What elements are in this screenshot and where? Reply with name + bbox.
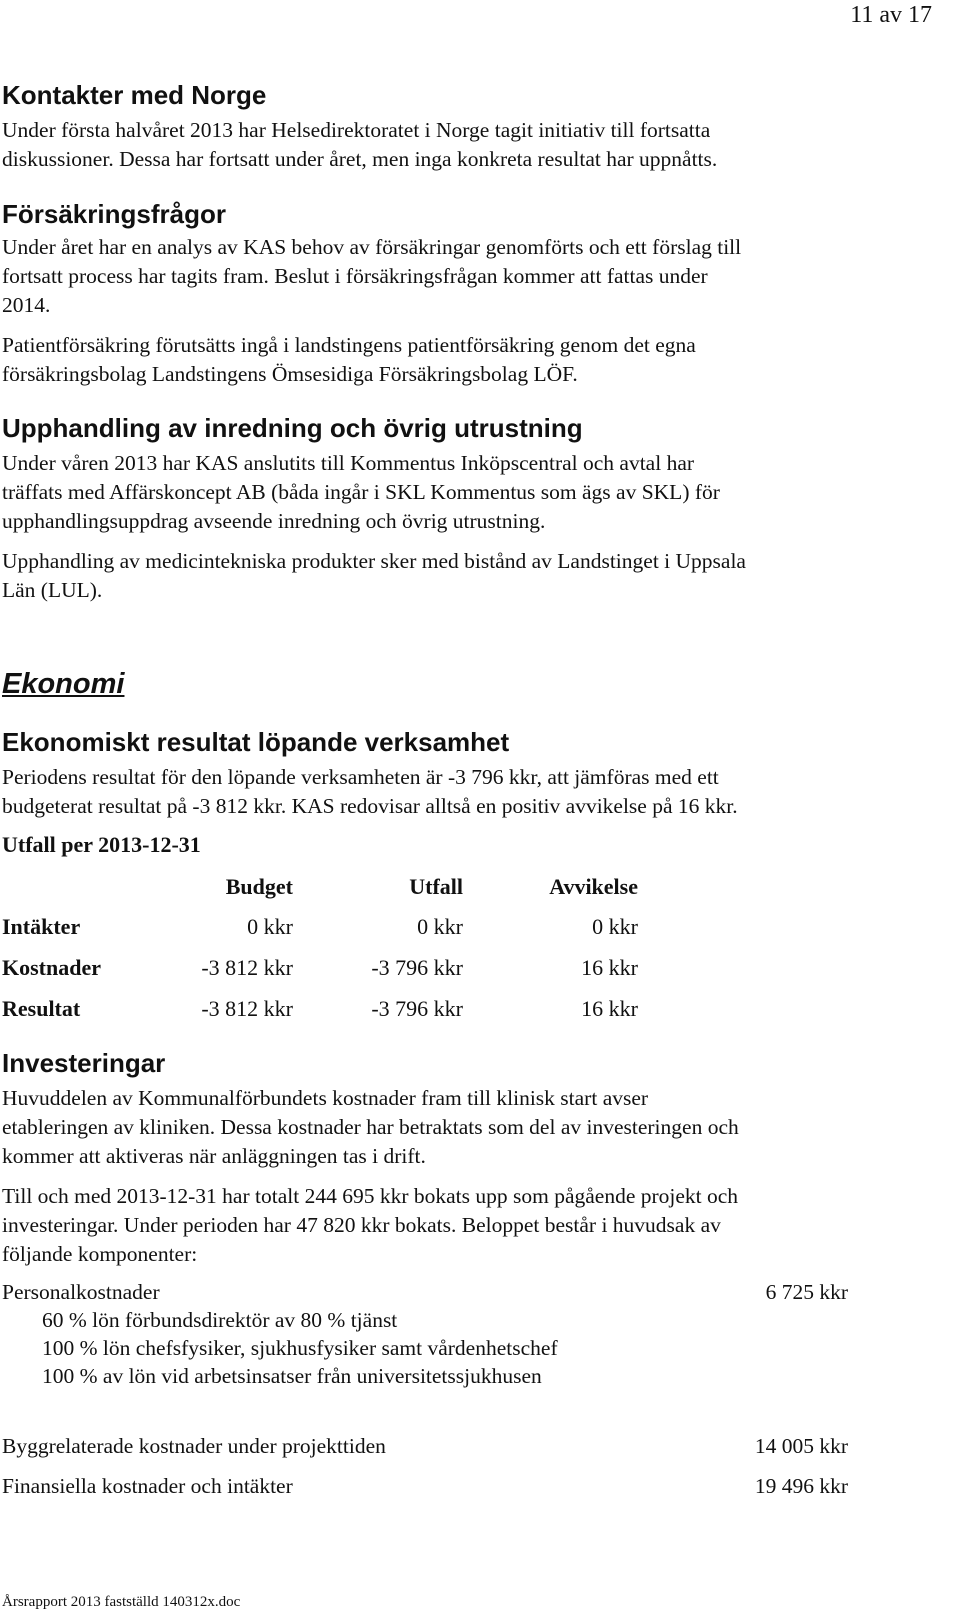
heading-kontakter-norge: Kontakter med Norge <box>2 80 267 110</box>
page-number: 11 av 17 <box>850 2 932 28</box>
component-detail: 60 % lön förbundsdirektör av 80 % tjänst <box>42 1308 398 1332</box>
table-title: Utfall per 2013-12-31 <box>2 832 201 857</box>
text-line: följande komponenter: <box>2 1242 198 1266</box>
table-cell: -3 812 kkr <box>201 955 293 980</box>
text-line: Under året har en analys av KAS behov av försäkringar genomförts och ett förslag till <box>2 235 742 259</box>
component-amount-bygg: 14 005 kkr <box>754 1434 848 1458</box>
text-line: Under våren 2013 har KAS anslutits till Kommentus Inköpscentral och avtal har <box>2 451 695 475</box>
text-line: Upphandling av medicintekniska produkter sker med bistånd av Landstinget i Uppsala <box>2 549 746 573</box>
footer-filename: Årsrapport 2013 fastställd 140312x.doc <box>2 1594 241 1610</box>
text-line: Huvuddelen av Kommunalförbundets kostnader fram till klinisk start avser <box>2 1086 649 1110</box>
paragraph-upphandling-2 <box>2 547 902 605</box>
paragraph-investeringar-1 <box>2 1084 902 1171</box>
row-label-intakter: Intäkter <box>2 914 81 939</box>
paragraph-norge <box>2 116 902 174</box>
table-cell: -3 812 kkr <box>201 996 293 1021</box>
heading-investeringar: Investeringar <box>2 1048 166 1078</box>
paragraph-forsakring-2 <box>2 331 902 389</box>
column-header-avvikelse: Avvikelse <box>549 874 638 899</box>
component-amount-finansiella: 19 496 kkr <box>754 1474 848 1498</box>
component-label-personal: Personalkostnader <box>2 1280 160 1304</box>
table-cell: 0 kkr <box>417 914 463 939</box>
paragraph-forsakring-1 <box>2 233 902 320</box>
component-label-finansiella: Finansiella kostnader och intäkter <box>2 1474 293 1498</box>
table-cell: 16 kkr <box>581 955 638 980</box>
text-line: Periodens resultat för den löpande verksamheten är -3 796 kkr, att jämföras med ett <box>2 765 719 789</box>
text-line: upphandlingsuppdrag avseende inredning och övrig utrustning. <box>2 509 546 533</box>
text-line: etableringen av kliniken. Dessa kostnader har betraktats som del av investeringen och <box>2 1115 739 1139</box>
component-amount-personal: 6 725 kkr <box>765 1280 848 1304</box>
table-cell: -3 796 kkr <box>371 955 463 980</box>
text-line: 2014. <box>2 293 51 317</box>
text-line: träffats med Affärskoncept AB (båda ingår i SKL Kommentus som ägs av SKL) för <box>2 480 720 504</box>
text-line: försäkringsbolag Landstingens Ömsesidiga Försäkringsbolag LÖF. <box>2 362 578 386</box>
text-line: investeringar. Under perioden har 47 820 kkr bokats. Beloppet består i huvudsak av <box>2 1213 721 1237</box>
column-header-utfall: Utfall <box>409 874 463 899</box>
text-line: diskussioner. Dessa har fortsatt under året, men inga konkreta resultat har uppnåtts. <box>2 147 718 171</box>
text-line: Patientförsäkring förutsätts ingå i landstingens patientförsäkring genom det egna <box>2 333 696 357</box>
text-line: kommer att aktiveras när anläggningen tas i drift. <box>2 1144 426 1168</box>
table-cell: 16 kkr <box>581 996 638 1021</box>
text-line: budgeterat resultat på -3 812 kkr. KAS redovisar alltså en positiv avvikelse på 16 kkr. <box>2 794 738 818</box>
table-cell: 0 kkr <box>592 914 638 939</box>
component-detail: 100 % lön chefsfysiker, sjukhusfysiker samt vårdenhetschef <box>42 1336 558 1360</box>
text-line: Under första halvåret 2013 har Helsedirektoratet i Norge tagit initiativ till fortsatta <box>2 118 711 142</box>
component-label-bygg: Byggrelaterade kostnader under projekttiden <box>2 1434 386 1458</box>
text-line: Till och med 2013-12-31 har totalt 244 695 kkr bokats upp som pågående projekt och <box>2 1184 739 1208</box>
heading-upphandling: Upphandling av inredning och övrig utrustning <box>2 413 583 443</box>
column-header-budget: Budget <box>225 874 293 899</box>
text-line: fortsatt process har tagits fram. Beslut i försäkringsfrågan kommer att fattas under <box>2 264 708 288</box>
heading-forsakringsfragor: Försäkringsfrågor <box>2 199 226 229</box>
component-detail: 100 % av lön vid arbetsinsatser från universitetssjukhusen <box>42 1364 542 1388</box>
paragraph-resultat <box>2 763 902 821</box>
table-cell: -3 796 kkr <box>371 996 463 1021</box>
heading-ekonomiskt-resultat: Ekonomiskt resultat löpande verksamhet <box>2 727 510 757</box>
text-line: Län (LUL). <box>2 578 103 602</box>
table-cell: 0 kkr <box>247 914 293 939</box>
paragraph-investeringar-2 <box>2 1182 902 1269</box>
row-label-resultat: Resultat <box>2 996 81 1021</box>
row-label-kostnader: Kostnader <box>2 955 101 980</box>
paragraph-upphandling-1 <box>2 449 902 536</box>
section-title-ekonomi: Ekonomi <box>2 668 125 700</box>
